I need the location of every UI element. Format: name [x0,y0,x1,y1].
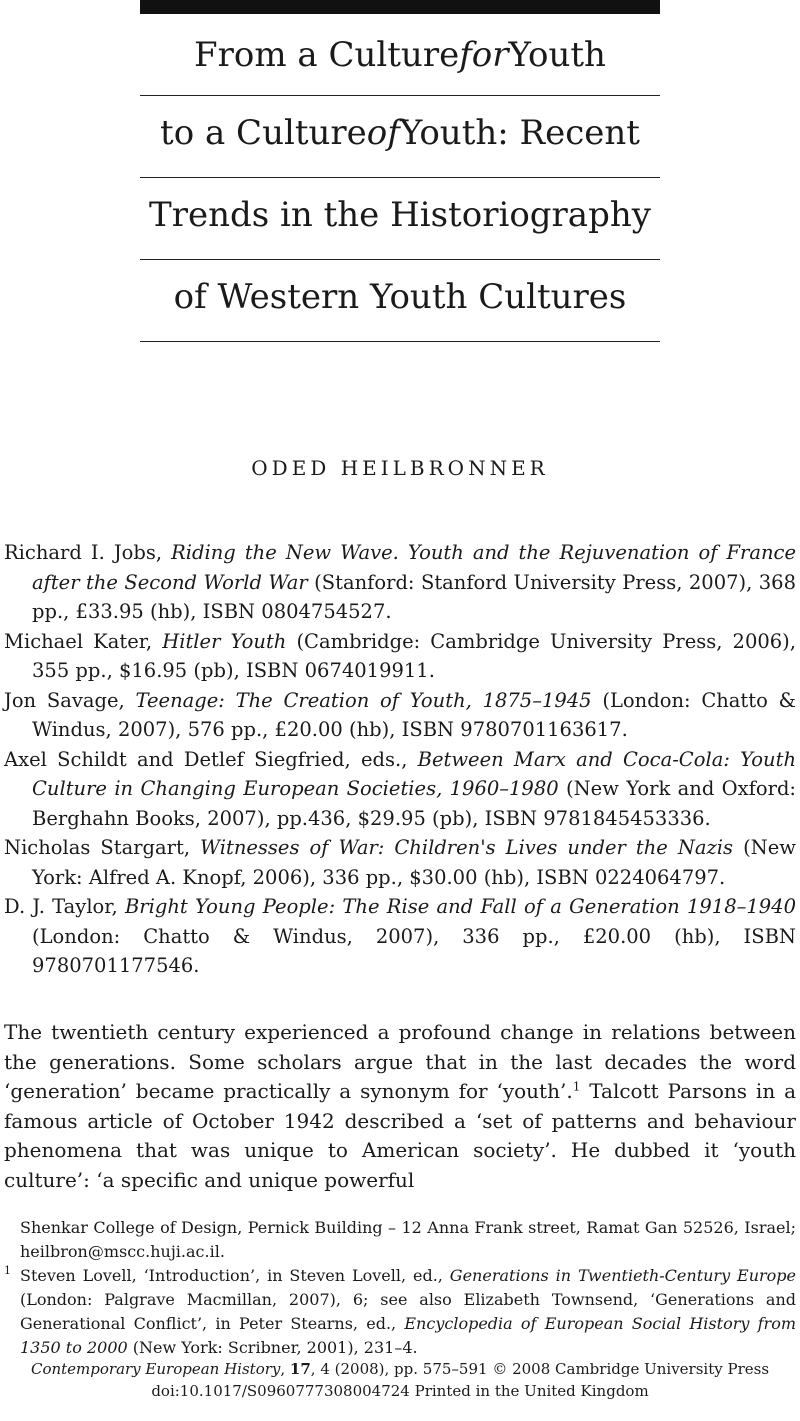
footnotes [4,1216,797,1360]
reviewed-books-list [4,538,796,981]
reference-item: Nicholas Stargart, Witnesses of War: Children's Lives under the Nazis (New York: Alfred A. Knopf, 2006), 336 pp., $30.00 (hb), ISBN 0224064797. [4,836,796,889]
reference-item: Michael Kater, Hitler Youth (Cambridge: Cambridge University Press, 2006), 355 pp., $16.95 (pb), ISBN 0674019911. [4,629,796,682]
reference-item: D. J. Taylor, Bright Young People: The Rise and Fall of a Generation 1918–1940 (London: Chatto & Windus, 2007), 336 pp., £20.00 (hb), ISBN 9780701177546. [4,895,796,977]
title-line-3: Trends in the Historiography [140,178,660,260]
footnote-1: 1 Steven Lovell, ‘Introduction’, in Steven Lovell, ed., Generations in Twentieth-Century Europe (London: Palgrave Macmillan, 2007), 6; see also Elizabeth Townsend, ‘Generations and Generational Conflict’, in Peter Stearns, ed., Encyclopedia of European Social History from 1350 to 2000 (New York: Scribner, 2001), 231–4. [20,1264,796,1360]
article-title [140,22,660,342]
journal-doi: doi:10.1017/S0960777308004724 Printed in the United Kingdom [151,1382,649,1400]
journal-citation [0,1358,800,1402]
title-line-2: to a Culture of Youth: Recent [140,96,660,178]
footnote-ref-1[interactable]: 1 [572,1079,581,1094]
title-line-1: From a Culture for Youth [140,22,660,96]
reference-item: Richard I. Jobs, Riding the New Wave. Youth and the Rejuvenation of France after the Second World War (Stanford: Stanford University Press, 2007), 368 pp., £33.95 (hb), ISBN 0804754527. [4,541,796,623]
author-affiliation: Shenkar College of Design, Pernick Building – 12 Anna Frank street, Ramat Gan 52526, Israel; heilbron@mscc.huji.ac.il. [20,1218,796,1261]
reference-item: Jon Savage, Teenage: The Creation of Youth, 1875–1945 (London: Chatto & Windus, 2007), 576 pp., £20.00 (hb), ISBN 9780701163617. [4,688,796,741]
reference-item: Axel Schildt and Detlef Siegfried, eds., Between Marx and Coca-Cola: Youth Culture in Changing European Societies, 1960–1980 (New York and Oxford: Berghahn Books, 2007), pp.436, $29.95 (pb), ISBN 9781845453336. [4,747,796,830]
body-paragraph: The twentieth century experienced a profound change in relations between the generations. Some scholars argue that in the last decades the word ‘generation’ became practically a synonym for ‘youth’.$^1$ Talcott Parsons in a famous article of October 1942 described a ‘set of patterns and behaviour phenomena that was unique to American society’. He dubbed it ‘youth culture’: ‘a specific and unique powerful [4,1020,797,1192]
header-rule [140,0,660,14]
title-line-4: of Western Youth Cultures [140,260,660,342]
author-name: ODED HEILBRONNER [251,456,549,480]
footnote-number: 1 [4,1264,11,1277]
journal-line-1: Contemporary European History, 17, 4 (2008), pp. 575–591 © 2008 Cambridge University Press [30,1360,770,1378]
